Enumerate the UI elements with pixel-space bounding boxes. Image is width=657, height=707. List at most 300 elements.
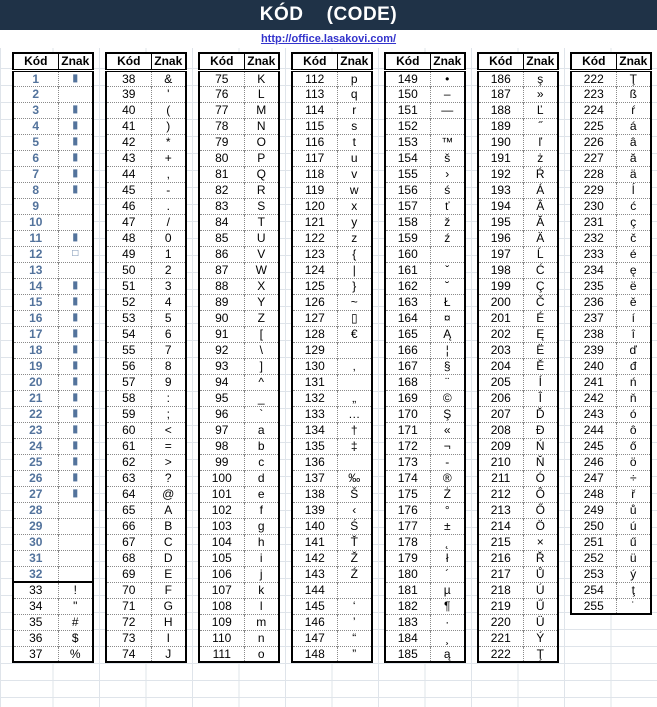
char-cell[interactable]: ] — [244, 358, 279, 374]
code-cell[interactable]: 91 — [199, 326, 244, 342]
code-cell[interactable]: 92 — [199, 342, 244, 358]
code-cell[interactable]: 62 — [106, 454, 151, 470]
char-cell[interactable]: * — [151, 134, 186, 150]
char-cell[interactable]: ý — [616, 566, 651, 582]
char-cell[interactable]: „ — [337, 390, 372, 406]
char-cell[interactable]: ° — [430, 502, 465, 518]
char-cell[interactable]: L — [244, 86, 279, 102]
code-cell[interactable]: 125 — [292, 278, 337, 294]
code-cell[interactable]: 204 — [478, 358, 523, 374]
char-cell[interactable]: ç — [616, 214, 651, 230]
char-cell[interactable]: 1 — [151, 246, 186, 262]
code-cell[interactable]: 137 — [292, 470, 337, 486]
char-cell[interactable]: " — [58, 598, 93, 614]
code-cell[interactable]: 229 — [571, 182, 616, 198]
char-cell[interactable]: Ő — [523, 502, 558, 518]
col-header-kod[interactable]: Kód — [478, 53, 523, 70]
char-cell[interactable]: ú — [616, 518, 651, 534]
char-cell[interactable]: T — [244, 214, 279, 230]
code-cell[interactable]: 21 — [13, 390, 58, 406]
code-cell[interactable]: 220 — [478, 614, 523, 630]
code-cell[interactable]: 19 — [13, 358, 58, 374]
code-cell[interactable]: 45 — [106, 182, 151, 198]
char-cell[interactable] — [430, 118, 465, 134]
code-cell[interactable]: 219 — [478, 598, 523, 614]
code-cell[interactable]: 12 — [13, 246, 58, 262]
col-header-kod[interactable]: Kód — [571, 53, 616, 70]
code-cell[interactable]: 205 — [478, 374, 523, 390]
char-cell[interactable]: 2 — [151, 262, 186, 278]
char-cell[interactable]: ▮ — [58, 342, 93, 358]
char-cell[interactable] — [58, 262, 93, 278]
char-cell[interactable]: ▮ — [58, 150, 93, 166]
char-cell[interactable]: ô — [616, 422, 651, 438]
code-cell[interactable]: 102 — [199, 502, 244, 518]
char-cell[interactable]: U — [244, 230, 279, 246]
code-cell[interactable]: 139 — [292, 502, 337, 518]
code-cell[interactable]: 210 — [478, 454, 523, 470]
code-cell[interactable]: 96 — [199, 406, 244, 422]
code-cell[interactable]: 11 — [13, 230, 58, 246]
code-cell[interactable]: 216 — [478, 550, 523, 566]
char-cell[interactable]: 8 — [151, 358, 186, 374]
code-cell[interactable]: 249 — [571, 502, 616, 518]
code-cell[interactable]: 128 — [292, 326, 337, 342]
code-cell[interactable]: 126 — [292, 294, 337, 310]
char-cell[interactable]: W — [244, 262, 279, 278]
code-cell[interactable]: 182 — [385, 598, 430, 614]
code-cell[interactable]: 131 — [292, 374, 337, 390]
char-cell[interactable]: = — [151, 438, 186, 454]
char-cell[interactable]: % — [58, 646, 93, 662]
char-cell[interactable]: ĺ — [616, 182, 651, 198]
code-cell[interactable]: 90 — [199, 310, 244, 326]
char-cell[interactable]: ▮ — [58, 134, 93, 150]
char-cell[interactable]: – — [430, 86, 465, 102]
char-cell[interactable]: € — [337, 326, 372, 342]
code-cell[interactable]: 150 — [385, 86, 430, 102]
char-cell[interactable]: ! — [58, 582, 93, 598]
code-cell[interactable]: 237 — [571, 310, 616, 326]
char-cell[interactable]: : — [151, 390, 186, 406]
code-cell[interactable]: 120 — [292, 198, 337, 214]
code-cell[interactable]: 207 — [478, 406, 523, 422]
char-cell[interactable]: ž — [430, 214, 465, 230]
char-cell[interactable]: © — [430, 390, 465, 406]
char-cell[interactable]: ` — [244, 406, 279, 422]
code-cell[interactable]: 6 — [13, 150, 58, 166]
char-cell[interactable]: v — [337, 166, 372, 182]
col-header-kod[interactable]: Kód — [13, 53, 58, 70]
col-header-kod[interactable]: Kód — [106, 53, 151, 70]
char-cell[interactable] — [58, 502, 93, 518]
code-cell[interactable]: 24 — [13, 438, 58, 454]
char-cell[interactable]: Ü — [523, 614, 558, 630]
code-cell[interactable]: 167 — [385, 358, 430, 374]
code-cell[interactable]: 173 — [385, 454, 430, 470]
char-cell[interactable]: X — [244, 278, 279, 294]
code-cell[interactable]: 60 — [106, 422, 151, 438]
char-cell[interactable]: § — [430, 358, 465, 374]
code-cell[interactable]: 186 — [478, 70, 523, 86]
code-cell[interactable]: 178 — [385, 534, 430, 550]
char-cell[interactable]: ▮ — [58, 230, 93, 246]
col-header-znak[interactable]: Znak — [58, 53, 93, 70]
char-cell[interactable]: } — [337, 278, 372, 294]
char-cell[interactable]: , — [151, 166, 186, 182]
code-cell[interactable]: 196 — [478, 230, 523, 246]
char-cell[interactable]: † — [337, 422, 372, 438]
code-cell[interactable]: 85 — [199, 230, 244, 246]
char-cell[interactable]: ś — [430, 182, 465, 198]
char-cell[interactable]: ¬ — [430, 438, 465, 454]
code-cell[interactable]: 59 — [106, 406, 151, 422]
char-cell[interactable]: f — [244, 502, 279, 518]
code-cell[interactable]: 230 — [571, 198, 616, 214]
char-cell[interactable]: 7 — [151, 342, 186, 358]
char-cell[interactable]: 5 — [151, 310, 186, 326]
code-cell[interactable]: 32 — [13, 566, 58, 582]
char-cell[interactable]: ▮ — [58, 422, 93, 438]
char-cell[interactable]: ▮ — [58, 310, 93, 326]
char-cell[interactable]: ▮ — [58, 438, 93, 454]
code-cell[interactable]: 206 — [478, 390, 523, 406]
code-cell[interactable]: 61 — [106, 438, 151, 454]
code-cell[interactable]: 231 — [571, 214, 616, 230]
char-cell[interactable] — [58, 198, 93, 214]
code-cell[interactable]: 227 — [571, 150, 616, 166]
char-cell[interactable]: r — [337, 102, 372, 118]
code-cell[interactable]: 47 — [106, 214, 151, 230]
char-cell[interactable]: ‘ — [337, 598, 372, 614]
code-cell[interactable]: 9 — [13, 198, 58, 214]
char-cell[interactable]: h — [244, 534, 279, 550]
char-cell[interactable]: Ż — [430, 486, 465, 502]
code-cell[interactable]: 56 — [106, 358, 151, 374]
char-cell[interactable]: Q — [244, 166, 279, 182]
char-cell[interactable]: D — [151, 550, 186, 566]
char-cell[interactable]: _ — [244, 390, 279, 406]
code-cell[interactable]: 53 — [106, 310, 151, 326]
char-cell[interactable]: ~ — [337, 294, 372, 310]
char-cell[interactable]: › — [430, 166, 465, 182]
char-cell[interactable]: ( — [151, 102, 186, 118]
char-cell[interactable]: ë — [616, 278, 651, 294]
char-cell[interactable]: ľ — [523, 134, 558, 150]
code-cell[interactable]: 28 — [13, 502, 58, 518]
char-cell[interactable]: a — [244, 422, 279, 438]
code-cell[interactable]: 118 — [292, 166, 337, 182]
char-cell[interactable]: # — [58, 614, 93, 630]
char-cell[interactable]: w — [337, 182, 372, 198]
code-cell[interactable]: 105 — [199, 550, 244, 566]
code-cell[interactable]: 251 — [571, 534, 616, 550]
code-cell[interactable]: 155 — [385, 166, 430, 182]
code-cell[interactable]: 54 — [106, 326, 151, 342]
char-cell[interactable]: ă — [616, 150, 651, 166]
char-cell[interactable]: 9 — [151, 374, 186, 390]
char-cell[interactable]: ▮ — [58, 390, 93, 406]
char-cell[interactable]: I — [151, 630, 186, 646]
char-cell[interactable]: q — [337, 86, 372, 102]
char-cell[interactable] — [58, 86, 93, 102]
code-cell[interactable]: 41 — [106, 118, 151, 134]
code-cell[interactable]: 113 — [292, 86, 337, 102]
code-cell[interactable]: 166 — [385, 342, 430, 358]
char-cell[interactable]: Ś — [337, 518, 372, 534]
code-cell[interactable]: 147 — [292, 630, 337, 646]
char-cell[interactable] — [58, 550, 93, 566]
code-cell[interactable]: 145 — [292, 598, 337, 614]
code-cell[interactable]: 132 — [292, 390, 337, 406]
char-cell[interactable]: G — [151, 598, 186, 614]
char-cell[interactable]: í — [616, 310, 651, 326]
code-cell[interactable]: 179 — [385, 550, 430, 566]
char-cell[interactable]: Ń — [523, 438, 558, 454]
char-cell[interactable]: ® — [430, 470, 465, 486]
char-cell[interactable]: 4 — [151, 294, 186, 310]
code-cell[interactable]: 46 — [106, 198, 151, 214]
code-cell[interactable]: 221 — [478, 630, 523, 646]
char-cell[interactable]: K — [257, 71, 266, 86]
char-cell[interactable]: µ — [430, 582, 465, 598]
col-header-kod[interactable]: Kód — [385, 53, 430, 70]
char-cell[interactable]: Ä — [523, 230, 558, 246]
code-cell[interactable]: 121 — [292, 214, 337, 230]
code-cell[interactable]: 86 — [199, 246, 244, 262]
code-cell[interactable]: 68 — [106, 550, 151, 566]
code-cell[interactable]: 52 — [106, 294, 151, 310]
code-cell[interactable]: 151 — [385, 102, 430, 118]
code-cell[interactable]: 103 — [199, 518, 244, 534]
code-cell[interactable]: 222 — [571, 70, 616, 86]
code-cell[interactable]: 69 — [106, 566, 151, 582]
website-link[interactable]: http://office.lasakovi.com/ — [260, 33, 397, 45]
char-cell[interactable]: ß — [616, 86, 651, 102]
char-cell[interactable]: i — [244, 550, 279, 566]
code-cell[interactable]: 4 — [13, 118, 58, 134]
code-cell[interactable]: 3 — [13, 102, 58, 118]
char-cell[interactable]: ş — [537, 71, 544, 86]
code-cell[interactable]: 246 — [571, 454, 616, 470]
code-cell[interactable]: 194 — [478, 198, 523, 214]
char-cell[interactable]: Ş — [430, 406, 465, 422]
code-cell[interactable]: 248 — [571, 486, 616, 502]
code-cell[interactable]: 78 — [199, 118, 244, 134]
char-cell[interactable]: ˙ — [616, 598, 651, 614]
code-cell[interactable]: 29 — [13, 518, 58, 534]
char-cell[interactable]: Đ — [523, 422, 558, 438]
char-cell[interactable]: ę — [616, 262, 651, 278]
char-cell[interactable]: ň — [616, 390, 651, 406]
code-cell[interactable]: 72 — [106, 614, 151, 630]
char-cell[interactable]: Ą — [430, 326, 465, 342]
code-cell[interactable]: 71 — [106, 598, 151, 614]
char-cell[interactable]: g — [244, 518, 279, 534]
code-cell[interactable]: 49 — [106, 246, 151, 262]
code-cell[interactable]: 202 — [478, 326, 523, 342]
code-cell[interactable]: 171 — [385, 422, 430, 438]
char-cell[interactable]: k — [244, 582, 279, 598]
code-cell[interactable]: 176 — [385, 502, 430, 518]
code-cell[interactable]: 136 — [292, 454, 337, 470]
char-cell[interactable]: ± — [430, 518, 465, 534]
char-cell[interactable]: ▮ — [58, 326, 93, 342]
col-header-znak[interactable]: Znak — [337, 53, 372, 70]
code-cell[interactable]: 214 — [478, 518, 523, 534]
code-cell[interactable]: 77 — [199, 102, 244, 118]
char-cell[interactable]: ˘ — [430, 278, 465, 294]
char-cell[interactable]: Ů — [523, 566, 558, 582]
code-cell[interactable]: 81 — [199, 166, 244, 182]
code-cell[interactable]: 195 — [478, 214, 523, 230]
char-cell[interactable]: j — [244, 566, 279, 582]
col-header-znak[interactable]: Znak — [151, 53, 186, 70]
char-cell[interactable]: 6 — [151, 326, 186, 342]
code-cell[interactable]: 255 — [571, 598, 616, 614]
char-cell[interactable]: ▮ — [58, 358, 93, 374]
code-cell[interactable]: 76 — [199, 86, 244, 102]
char-cell[interactable]: é — [616, 246, 651, 262]
code-cell[interactable]: 184 — [385, 630, 430, 646]
char-cell[interactable]: ď — [616, 342, 651, 358]
code-cell[interactable]: 99 — [199, 454, 244, 470]
char-cell[interactable]: ¤ — [430, 310, 465, 326]
code-cell[interactable]: 44 — [106, 166, 151, 182]
code-cell[interactable]: 162 — [385, 278, 430, 294]
char-cell[interactable]: ▮ — [58, 374, 93, 390]
code-cell[interactable]: 48 — [106, 230, 151, 246]
col-header-kod[interactable]: Kód — [292, 53, 337, 70]
code-cell[interactable]: 212 — [478, 486, 523, 502]
code-cell[interactable]: 67 — [106, 534, 151, 550]
code-cell[interactable]: 222 — [478, 646, 523, 662]
char-cell[interactable]: J — [151, 646, 186, 662]
char-cell[interactable]: Ň — [523, 454, 558, 470]
char-cell[interactable]: 0 — [151, 230, 186, 246]
char-cell[interactable] — [337, 454, 372, 470]
code-cell[interactable]: 23 — [13, 422, 58, 438]
code-cell[interactable]: 156 — [385, 182, 430, 198]
code-cell[interactable]: 198 — [478, 262, 523, 278]
char-cell[interactable]: S — [244, 198, 279, 214]
code-cell[interactable]: 228 — [571, 166, 616, 182]
code-cell[interactable]: 15 — [13, 294, 58, 310]
char-cell[interactable]: n — [244, 630, 279, 646]
char-cell[interactable]: ▮ — [72, 72, 78, 84]
char-cell[interactable]: ü — [616, 550, 651, 566]
code-cell[interactable]: 252 — [571, 550, 616, 566]
code-cell[interactable]: 135 — [292, 438, 337, 454]
code-cell[interactable]: 127 — [292, 310, 337, 326]
char-cell[interactable]: Ć — [523, 262, 558, 278]
code-cell[interactable]: 33 — [13, 582, 58, 598]
char-cell[interactable]: Ę — [523, 326, 558, 342]
char-cell[interactable]: ’ — [337, 614, 372, 630]
char-cell[interactable]: Ó — [523, 470, 558, 486]
code-cell[interactable]: 74 — [106, 646, 151, 662]
code-cell[interactable]: 34 — [13, 598, 58, 614]
char-cell[interactable]: ‰ — [337, 470, 372, 486]
code-cell[interactable]: 55 — [106, 342, 151, 358]
code-cell[interactable]: 175 — [385, 486, 430, 502]
code-cell[interactable]: 27 — [13, 486, 58, 502]
char-cell[interactable]: ű — [616, 534, 651, 550]
char-cell[interactable]: - — [430, 454, 465, 470]
code-cell[interactable]: 169 — [385, 390, 430, 406]
code-cell[interactable]: 239 — [571, 342, 616, 358]
code-cell[interactable]: 70 — [106, 582, 151, 598]
code-cell[interactable]: 31 — [13, 550, 58, 566]
char-cell[interactable]: ř — [616, 486, 651, 502]
char-cell[interactable]: « — [430, 422, 465, 438]
code-cell[interactable]: 89 — [199, 294, 244, 310]
char-cell[interactable]: < — [151, 422, 186, 438]
char-cell[interactable]: Ŕ — [523, 166, 558, 182]
char-cell[interactable]: ä — [616, 166, 651, 182]
code-cell[interactable]: 20 — [13, 374, 58, 390]
char-cell[interactable]: t — [337, 134, 372, 150]
char-cell[interactable]: C — [151, 534, 186, 550]
code-cell[interactable]: 149 — [385, 70, 430, 86]
code-cell[interactable]: 191 — [478, 150, 523, 166]
char-cell[interactable]: - — [151, 182, 186, 198]
char-cell[interactable]: { — [337, 246, 372, 262]
char-cell[interactable]: 3 — [151, 278, 186, 294]
code-cell[interactable]: 106 — [199, 566, 244, 582]
code-cell[interactable]: 13 — [13, 262, 58, 278]
char-cell[interactable]: Ľ — [523, 102, 558, 118]
char-cell[interactable]: ą — [430, 646, 465, 662]
char-cell[interactable]: Ţ — [523, 646, 558, 662]
char-cell[interactable] — [337, 374, 372, 390]
char-cell[interactable]: Y — [244, 294, 279, 310]
code-cell[interactable]: 57 — [106, 374, 151, 390]
char-cell[interactable]: Î — [523, 390, 558, 406]
char-cell[interactable]: ™ — [430, 134, 465, 150]
code-cell[interactable]: 138 — [292, 486, 337, 502]
code-cell[interactable]: 43 — [106, 150, 151, 166]
code-cell[interactable]: 193 — [478, 182, 523, 198]
code-cell[interactable]: 142 — [292, 550, 337, 566]
char-cell[interactable]: ▮ — [58, 182, 93, 198]
code-cell[interactable]: 93 — [199, 358, 244, 374]
code-cell[interactable]: 14 — [13, 278, 58, 294]
code-cell[interactable]: 25 — [13, 454, 58, 470]
char-cell[interactable]: Z — [244, 310, 279, 326]
code-cell[interactable]: 95 — [199, 390, 244, 406]
code-cell[interactable]: 180 — [385, 566, 430, 582]
code-cell[interactable]: 153 — [385, 134, 430, 150]
code-cell[interactable]: 172 — [385, 438, 430, 454]
char-cell[interactable]: ; — [151, 406, 186, 422]
char-cell[interactable]: y — [337, 214, 372, 230]
code-cell[interactable]: 129 — [292, 342, 337, 358]
code-cell[interactable]: 50 — [106, 262, 151, 278]
char-cell[interactable]: Ű — [523, 598, 558, 614]
col-header-znak[interactable]: Znak — [616, 53, 651, 70]
code-cell[interactable]: 158 — [385, 214, 430, 230]
char-cell[interactable]: ¶ — [430, 598, 465, 614]
char-cell[interactable]: / — [151, 214, 186, 230]
char-cell[interactable]: \ — [244, 342, 279, 358]
char-cell[interactable]: ' — [151, 86, 186, 102]
char-cell[interactable]: ▮ — [58, 454, 93, 470]
code-cell[interactable]: 215 — [478, 534, 523, 550]
char-cell[interactable]: Ë — [523, 342, 558, 358]
code-cell[interactable]: 157 — [385, 198, 430, 214]
char-cell[interactable]: P — [244, 150, 279, 166]
